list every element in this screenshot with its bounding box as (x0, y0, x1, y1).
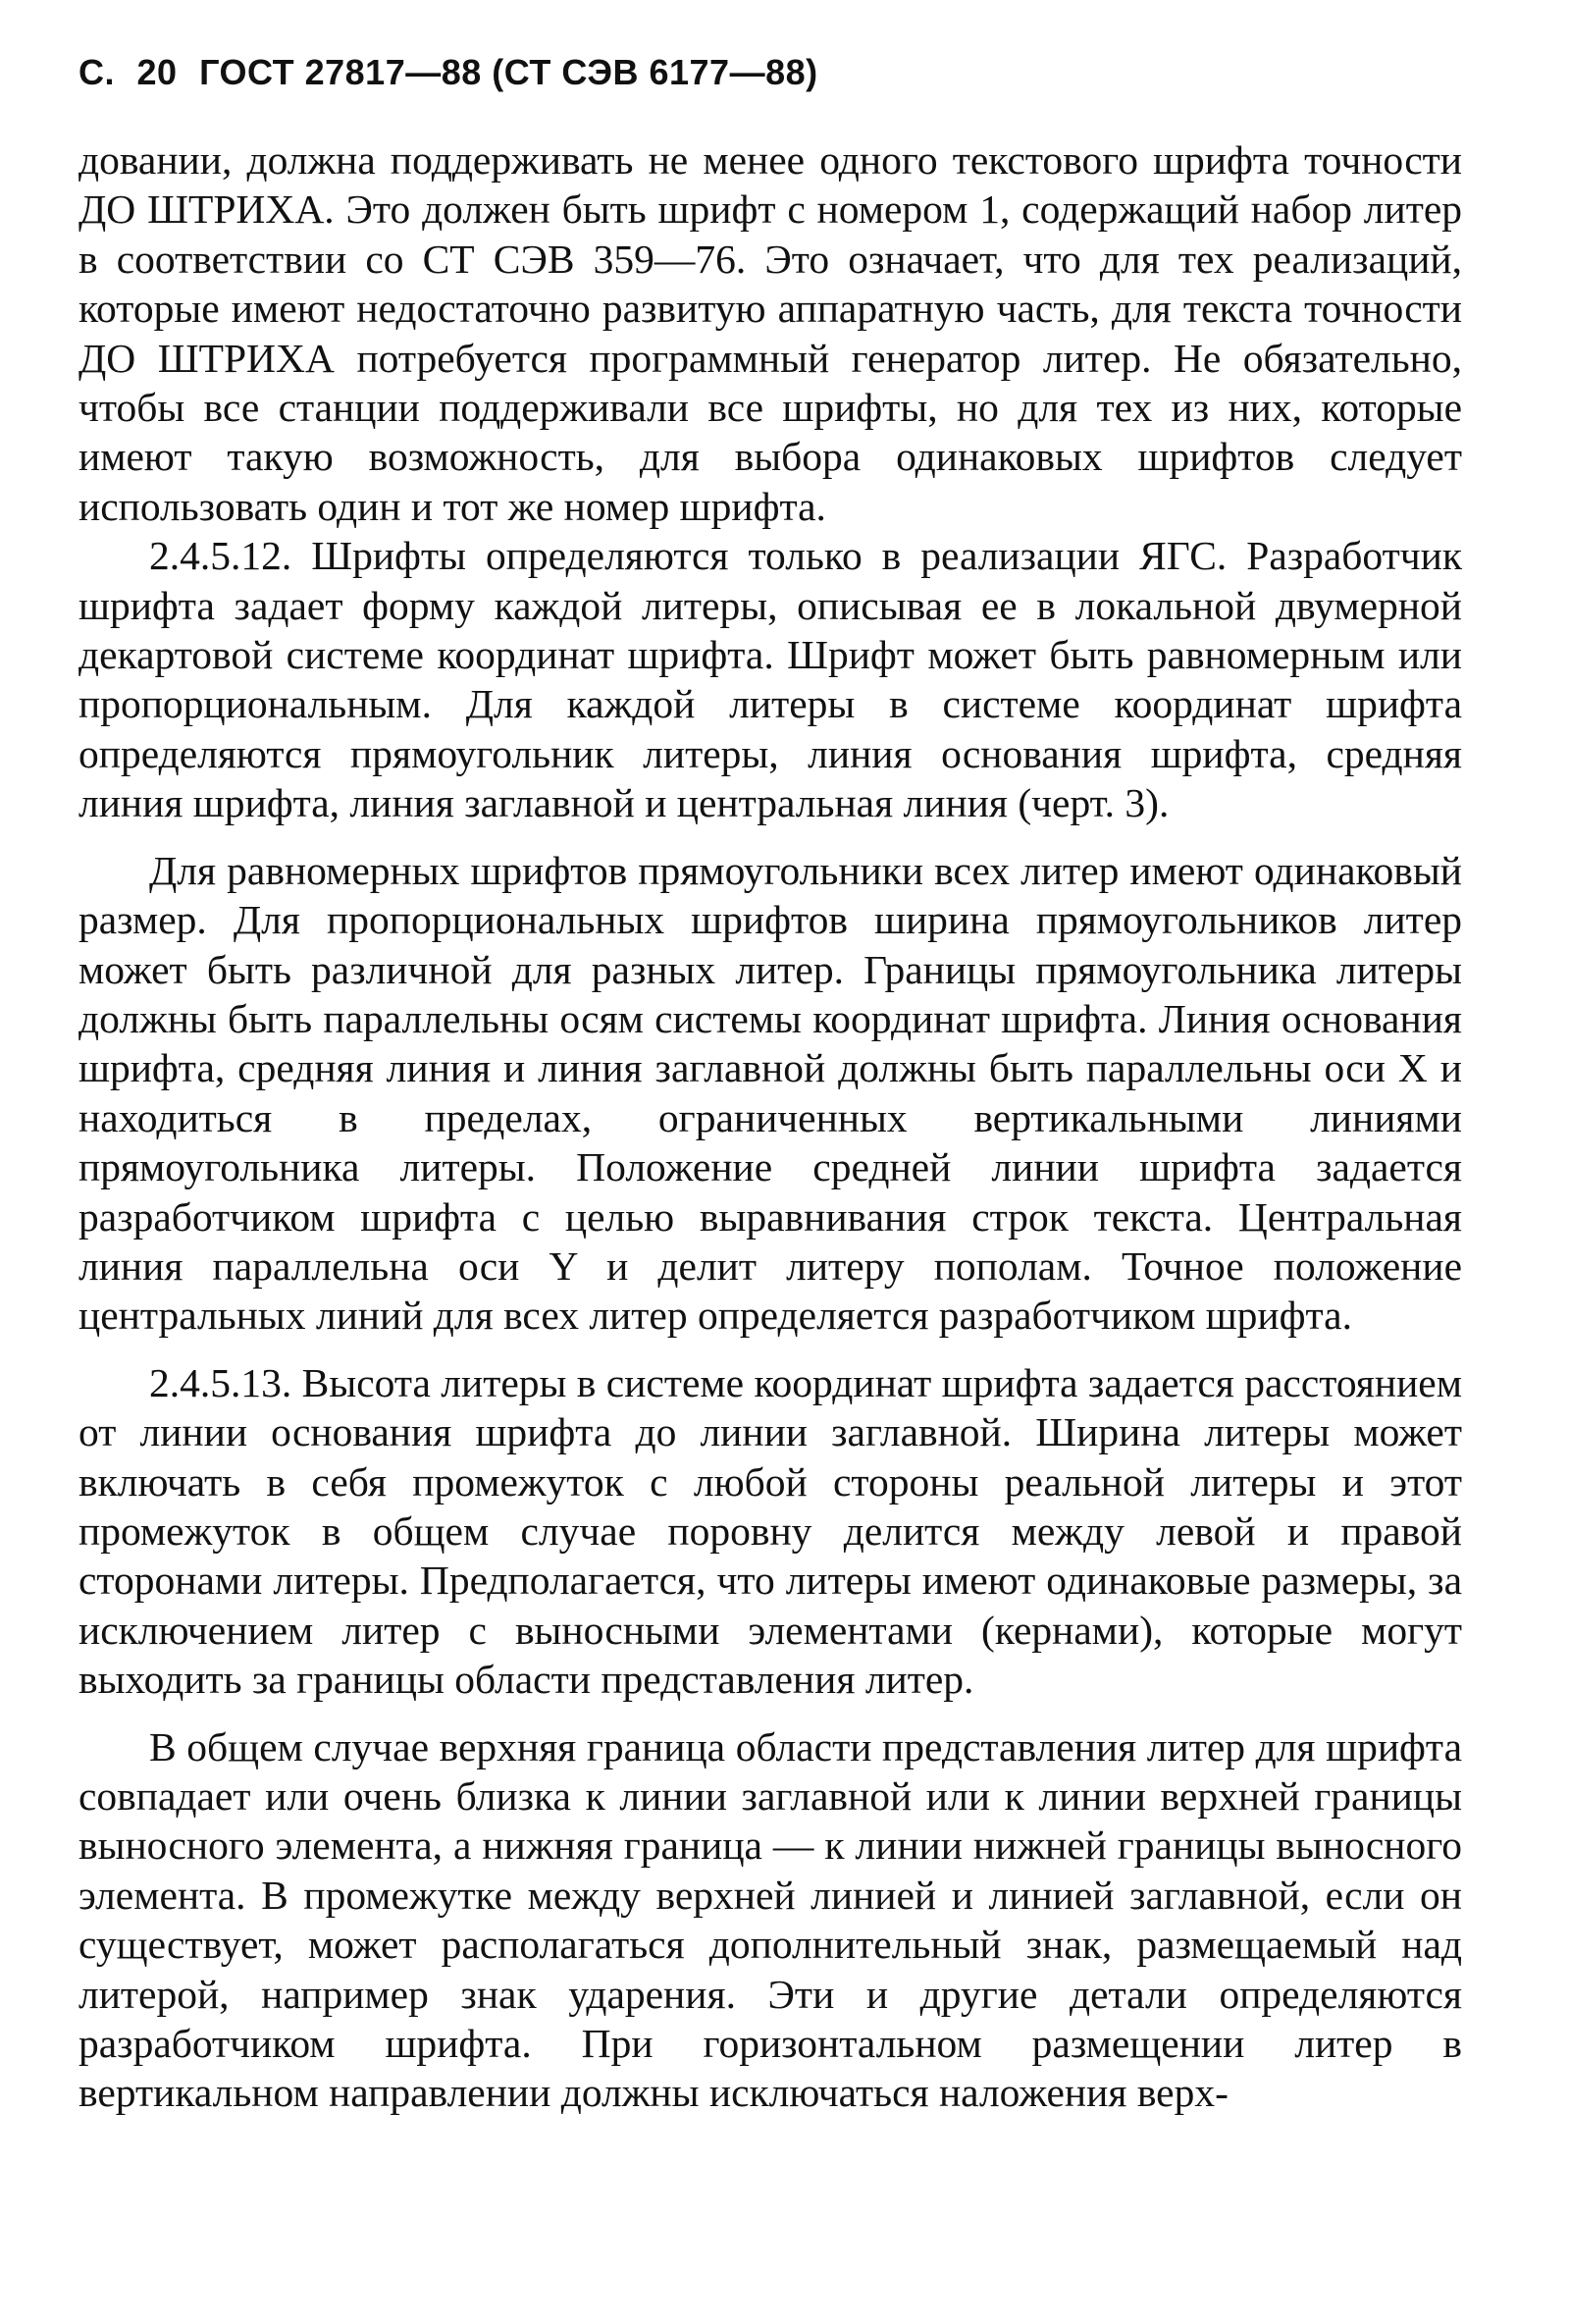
paragraph-uniform-fonts: Для равномерных шрифтов прямоугольники всех литер имеют одинаковый размер. Для пропорциональных шрифтов ширина прямоугольников литер может быть различной для разных литер. Границы прямоугольника литеры должны быть параллельны осям системы координат шрифта. Линия основания шрифта, средняя линия и линия заглавной должны быть параллельны оси X и находиться в пределах, ограниченных вертикальными линиями прямоугольника литеры. Положение средней линии шрифта задается разработчиком шрифта с целью выравнивания строк текста. Центральная линия параллельна оси Y и делит литеру пополам. Точное положение центральных линий для всех литер определяется разработчиком шрифта. (78, 847, 1462, 1339)
page-number: 20 (136, 52, 178, 92)
standard-designation: ГОСТ 27817—88 (СТ СЭВ 6177—88) (199, 52, 818, 92)
paragraph-continuation: довании, должна поддерживать не менее одного текстового шрифта точности ДО ШТРИХА. Это должен быть шрифт с номером 1, содержащий набор литер в соответствии со СТ СЭВ 359—76. Это означает, что для тех реализаций, которые имеют недостаточно развитую аппаратную часть, для текста точности ДО ШТРИХА потребуется программный генератор литер. Не обязательно, чтобы все станции поддерживали все шрифты, но для тех из них, которые имеют такую возможность, для выбора одинаковых шрифтов следует использовать один и тот же номер шрифта. (78, 137, 1462, 529)
document-page (78, 47, 1462, 2118)
paragraph-2-4-5-12: 2.4.5.12. Шрифты определяются только в реализации ЯГС. Разработчик шрифта задает форму каждой литеры, описывая ее в локальной двумерной декартовой системе координат шрифта. Шрифт может быть равномерным или пропорциональным. Для каждой литеры в системе координат шрифта определяются прямоугольник литеры, линия основания шрифта, средняя линия шрифта, линия заглавной и центральная линия (черт. 3). (78, 533, 1462, 826)
page-header (78, 47, 1462, 98)
paragraph-upper-boundary: В общем случае верхняя граница области представления литер для шрифта совпадает или очень близка к линии заглавной или к линии верхней границы выносного элемента, а нижняя граница — к линии нижней границы выносного элемента. В промежутке между верхней линией и линией заглавной, если он существует, может располагаться дополнительный знак, размещаемый над литерой, например знак ударения. Эти и другие детали определяются разработчиком шрифта. При горизонтальном размещении литер в вертикальном направлении должны исключаться наложения верх- (78, 1723, 1462, 2116)
paragraph-2-4-5-13: 2.4.5.13. Высота литеры в системе координат шрифта задается расстоянием от линии основания шрифта до линии заглавной. Ширина литеры может включать в себя промежуток с любой стороны реальной литеры и этот промежуток в общем случае поровну делится между левой и правой сторонами литеры. Предполагается, что литеры имеют одинаковые размеры, за исключением литер с выносными элементами (кернами), которые могут выходить за границы области представления литер. (78, 1359, 1462, 1703)
page-label: С. (78, 52, 115, 92)
body-text (78, 135, 1462, 2118)
